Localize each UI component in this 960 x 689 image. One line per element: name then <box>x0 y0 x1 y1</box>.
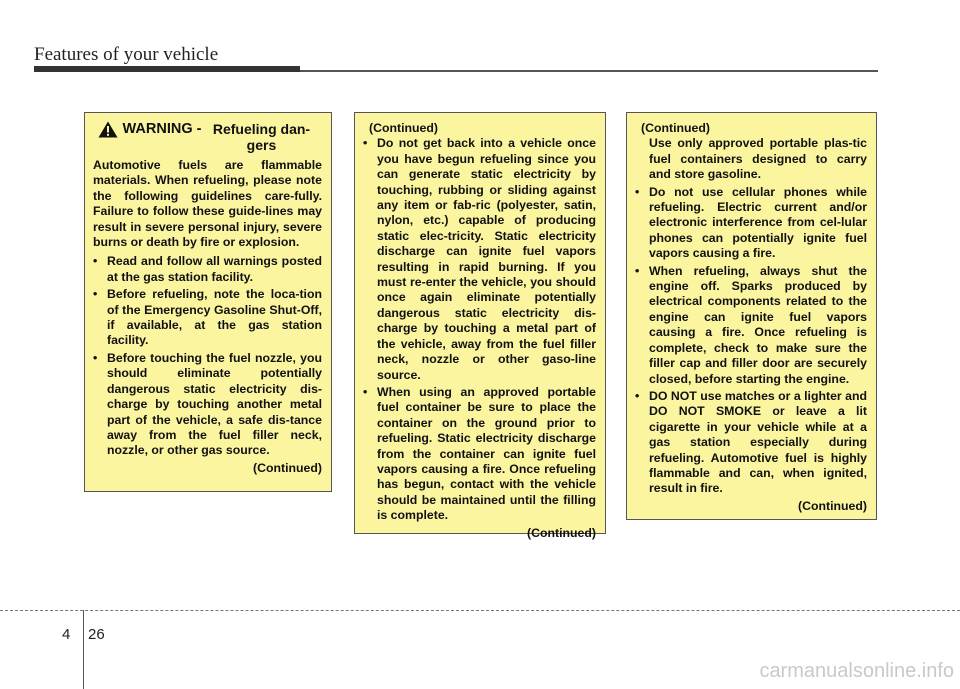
warning-triangle-icon <box>98 121 118 138</box>
list-item: • When using an approved portable fuel container be sure to place the container on the ground prior to refueling. Static electricity discharge from the container can ignite fuel vapors causing a fire. Once refueling has begun, contact with the vehicle should be maintained until the filling is complete. <box>363 384 596 523</box>
continued-label: (Continued) <box>253 460 322 475</box>
list-item: • DO NOT use matches or a lighter and DO NOT SMOKE or leave a lit cigarette in your vehicle while at a gas station especially during refueling. Automotive fuel is highly flammable and can, when ignited, result in fire. <box>635 388 867 496</box>
continued-label: (Continued) <box>798 498 867 513</box>
list-item: • Read and follow all warnings posted at the gas station facility. <box>93 254 322 284</box>
header-rule-thick <box>34 66 300 72</box>
warning-list-2 <box>363 136 596 523</box>
continued-label: (Continued) <box>641 121 710 135</box>
list-item: • Do not get back into a vehicle once you have begun refueling since you can generate static electricity by touching, rubbing or sliding against any item or fab-ric (polyester, satin, nylon, etc.) capable of producing static elec-tricity. Static electricity discharge can ignite fuel vapors resulting in rapid burning. If you must re-enter the vehicle, you should once again eliminate potentially dangerous static electricity dis-charge by touching a metal part of the vehicle, away from the fuel filler neck, nozzle or other gaso-line source. <box>363 136 596 382</box>
list-item: • Before touching the fuel nozzle, you should eliminate potentially dangerous static electricity dis-charge by touching another metal part of the vehicle, a safe dis-tance away from the fuel filler neck, nozzle, or other gas source. <box>93 350 322 458</box>
warning-box-3 <box>626 112 877 520</box>
list-item: • Do not use cellular phones while refueling. Electric current and/or electronic interference from cel-lular phones can potentially ignite fuel vapors causing a fire. <box>635 184 867 261</box>
warning-list-3 <box>635 185 867 497</box>
warning-title: Refueling dan-gers <box>212 121 311 153</box>
warning-box-1 <box>84 112 332 492</box>
warning-box-2 <box>354 112 606 540</box>
footer-divider <box>83 610 84 689</box>
header-rule-thin <box>300 70 878 72</box>
list-item: • Before refueling, note the loca-tion of the Emergency Gasoline Shut-Off, if available, at the gas station facility. <box>93 287 322 348</box>
footer-rule <box>0 610 960 611</box>
page-number: 26 <box>88 626 105 643</box>
warning-intro: Automotive fuels are flammable materials. When refueling, please note the following guidelines care-fully. Failure to follow these guide-lines may result in severe personal injury, severe burns or death by fire or explosion. <box>93 158 322 250</box>
warning-header <box>93 121 322 153</box>
list-item: • When refueling, always shut the engine off. Sparks produced by electrical components related to the engine can ignite fuel vapors causing a fire. Once refueling is complete, check to make sure the filler cap and filler door are securely closed, before starting the engine. <box>635 263 867 386</box>
watermark: carmanualsonline.info <box>759 660 954 682</box>
warning-word: WARNING - <box>122 121 202 137</box>
warning-list-1 <box>93 254 322 458</box>
continued-label: (Continued) <box>369 121 438 135</box>
continued-label: (Continued) <box>527 525 596 540</box>
page-header-title: Features of your vehicle <box>34 44 219 65</box>
chapter-number: 4 <box>62 626 71 643</box>
lead-paragraph: Use only approved portable plas-tic fuel containers designed to carry and store gasoline. <box>649 136 867 182</box>
